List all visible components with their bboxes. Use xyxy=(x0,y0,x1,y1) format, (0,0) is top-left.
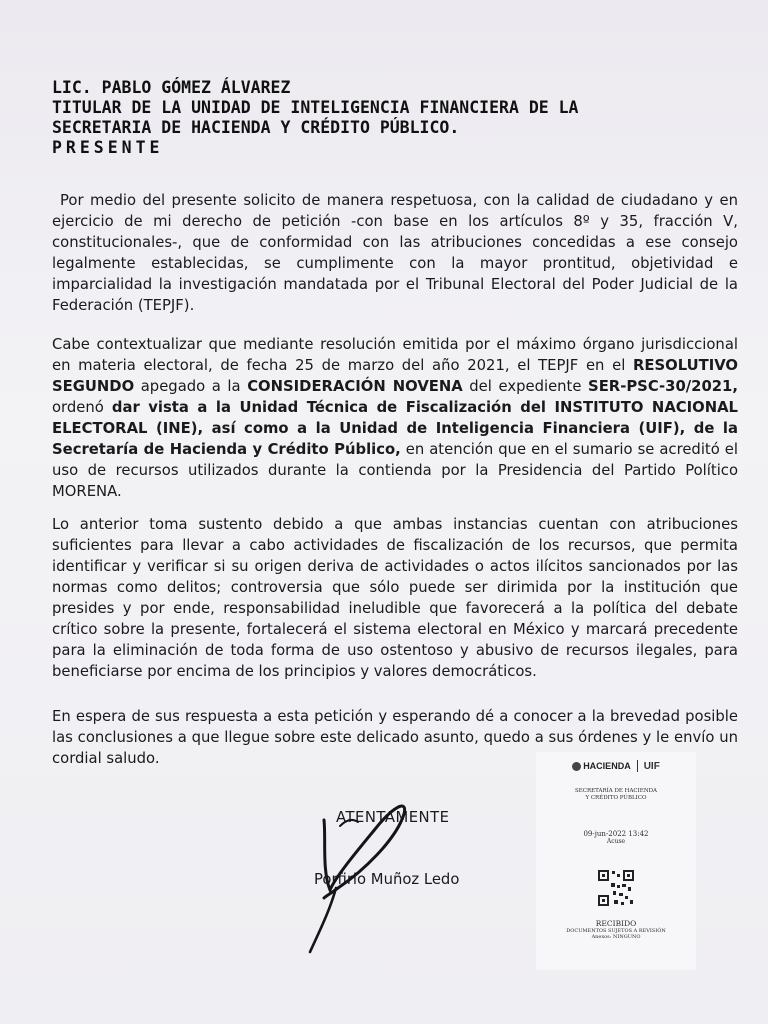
signer-name: Porfirio Muñoz Ledo xyxy=(314,871,460,888)
handwritten-signature xyxy=(296,780,416,960)
paragraph-request xyxy=(52,190,738,316)
stamp-entity-line: Y CRÉDITO PÚBLICO xyxy=(585,795,647,801)
bold-vista: dar vista a la Unidad Técnica de Fiscalización del INSTITUTO NACIONAL ELECTORAL (INE), así como a la Unidad de Inteligencia Financiera (UIF), de la Secretaría de Hacienda y Crédito Público, xyxy=(52,399,738,458)
reception-stamp xyxy=(536,752,696,970)
uif-logo: UIF xyxy=(643,760,660,772)
hacienda-logo-text: HACIENDA xyxy=(583,760,631,771)
paragraph-text: Lo anterior toma sustento debido a que ambas instancias cuentan con atribuciones suficientes para llevar a cabo actividades de fiscalización de los recursos, que permita identificar y verificar si su origen deriva de actividades o actos ilícitos sancionados por las normas como delitos; controversia que sólo puede ser dirimida por la institución que presides y por ende, responsabilidad ineludible que favorecerá a la política del debate crítico sobre la presente, fortalecerá el sistema electoral en México y marcará precedente para la eliminación de toda forma de uso ostentoso y abusivo de recursos ilegales, para beneficiarse por encima de los principios y valores democráticos. xyxy=(52,516,738,680)
hacienda-logo xyxy=(572,761,631,771)
stamp-docs-line: Anexos: NINGUNO xyxy=(591,934,641,940)
addressee-block xyxy=(52,78,579,158)
closing-label: ATENTAMENTE xyxy=(336,809,450,826)
bold-consideracion: CONSIDERACIÓN NOVENA xyxy=(247,378,463,395)
presente-label: PRESENTE xyxy=(52,138,164,157)
text-run: del expediente xyxy=(462,378,589,395)
stamp-logos xyxy=(536,760,696,772)
text-run: Cabe contextualizar que mediante resolución emitida por el máximo órgano jurisdiccional en materia electoral, de fecha 25 de marzo del año 2021, el TEPJF en el xyxy=(52,336,738,374)
stamp-entity-line: SECRETARÍA DE HACIENDA xyxy=(574,788,658,794)
text-run: apegado a la xyxy=(134,378,248,395)
stamp-date: 09-jun-2022 13:42 xyxy=(583,830,649,838)
addressee-title: TITULAR DE LA UNIDAD DE INTELIGENCIA FINANCIERA DE LA xyxy=(52,98,579,117)
eagle-icon xyxy=(572,762,581,771)
stamp-entity xyxy=(536,788,696,802)
logo-divider xyxy=(637,760,638,772)
paragraph-text: Por medio del presente solicito de manera respetuosa, con la calidad de ciudadano y en ejercicio de mi derecho de petición -con base en los artículos 8º y 35, fracción V, constitucionales-, que de conformidad con las atribuciones concedidas a ese consejo legalmente establecidas, se cumplimente con la mayor prontitud, objetividad e imparcialidad la investigación mandatada por el Tribunal Electoral del Poder Judicial de la Federación (TEPJF). xyxy=(52,192,738,314)
paragraph-text: En espera de sus respuesta a esta petición y esperando dé a conocer a la brevedad posible las conclusiones a que llegue sobre este delicado asunto, quedo a sus órdenes y le envío un cordial saludo. xyxy=(52,708,738,767)
stamp-recibido: RECIBIDO xyxy=(595,919,637,928)
paragraph-context xyxy=(52,334,738,502)
text-run: en atención que en el sumario se acreditó el uso de recursos utilizados durante la contienda por la Presidencia del Partido Político MORENA. xyxy=(52,441,738,500)
stamp-docs-line: DOCUMENTOS SUJETOS A REVISIÓN xyxy=(566,928,666,934)
bold-resolutivo: RESOLUTIVO SEGUNDO xyxy=(52,357,738,395)
qr-code-icon xyxy=(597,869,635,907)
stamp-acuse: Acuse xyxy=(606,838,626,845)
paragraph-justification xyxy=(52,514,738,682)
addressee-name: LIC. PABLO GÓMEZ ÁLVAREZ xyxy=(52,78,291,97)
text-run: ordenó xyxy=(52,399,112,416)
stamp-docs xyxy=(536,928,696,940)
addressee-institution: SECRETARIA DE HACIENDA Y CRÉDITO PÚBLICO. xyxy=(52,118,460,137)
paragraph-text xyxy=(52,334,738,502)
bold-expediente: SER-PSC-30/2021, xyxy=(588,378,738,395)
